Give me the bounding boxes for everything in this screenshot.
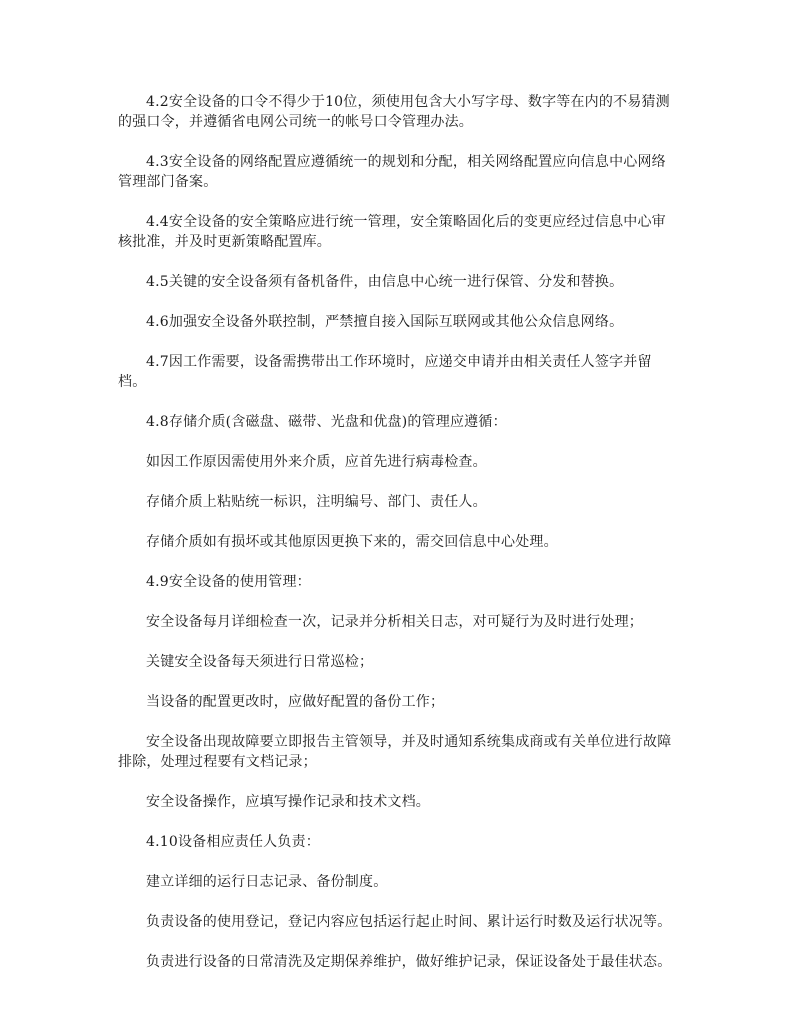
paragraph-4-9-item-1: 安全设备每月详细检查一次，记录并分析相关日志，对可疑行为及时进行处理； — [146, 614, 643, 630]
paragraph-4-8-item-1: 如因工作原因需使用外来介质，应首先进行病毒检查。 — [146, 454, 487, 470]
paragraph-4-8: 4.8存储介质(含磁盘、磁带、光盘和优盘)的管理应遵循： — [146, 414, 507, 430]
paragraph-4-10-item-3: 负责进行设备的日常清洗及定期保养维护，做好维护记录，保证设备处于最佳状态。 — [146, 954, 672, 970]
document-body — [118, 92, 678, 992]
paragraph-4-8-item-3: 存储介质如有损坏或其他原因更换下来的，需交回信息中心处理。 — [146, 534, 558, 550]
paragraph-4-10-item-2: 负责设备的使用登记，登记内容应包括运行起止时间、累计运行时数及运行状况等。 — [146, 914, 672, 930]
paragraph-4-10-item-1: 建立详细的运行日志记录、备份制度。 — [146, 874, 388, 890]
paragraph-4-6: 4.6加强安全设备外联控制，严禁擅自接入国际互联网或其他公众信息网络。 — [146, 314, 624, 330]
paragraph-4-10: 4.10设备相应责任人负责： — [146, 834, 320, 850]
paragraph-4-3: 4.3安全设备的网络配置应遵循统一的规划和分配，相关网络配置应向信息中心网络管理部门备案。 — [118, 154, 666, 190]
paragraph-4-9-item-2: 关键安全设备每天须进行日常巡检； — [146, 654, 374, 670]
paragraph-4-9: 4.9安全设备的使用管理： — [146, 574, 311, 590]
paragraph-4-2: 4.2安全设备的口令不得少于10位，须使用包含大小写字母、数字等在内的不易猜测的强口令，并遵循省电网公司统一的帐号口令管理办法。 — [118, 94, 670, 130]
paragraph-4-5: 4.5关键的安全设备须有备机备件，由信息中心统一进行保管、分发和替换。 — [146, 274, 624, 290]
paragraph-4-7: 4.7因工作需要，设备需携带出工作环境时，应递交申请并由相关责任人签字并留档。 — [118, 354, 652, 390]
paragraph-4-4: 4.4安全设备的安全策略应进行统一管理，安全策略固化后的变更应经过信息中心审核批准，并及时更新策略配置库。 — [118, 214, 666, 250]
paragraph-4-9-item-5: 安全设备操作，应填写操作记录和技术文档。 — [146, 794, 430, 810]
paragraph-4-8-item-2: 存储介质上粘贴统一标识，注明编号、部门、责任人。 — [146, 494, 487, 510]
paragraph-4-9-item-4: 安全设备出现故障要立即报告主管领导，并及时通知系统集成商或有关单位进行故障排除，处理过程要有文档记录； — [118, 734, 672, 770]
paragraph-4-9-item-3: 当设备的配置更改时，应做好配置的备份工作； — [146, 694, 445, 710]
